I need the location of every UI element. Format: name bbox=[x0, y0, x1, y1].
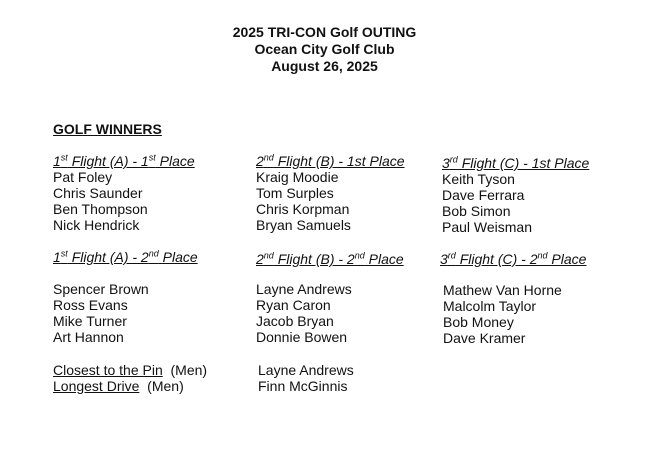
flight-block-b-2nd bbox=[256, 251, 404, 345]
flight-mid: Flight (C) - 2 bbox=[455, 251, 538, 267]
award-closest-to-pin bbox=[53, 362, 207, 378]
award-label: Closest to the Pin bbox=[53, 362, 163, 378]
winner-name: Mike Turner bbox=[53, 313, 127, 329]
flight-heading bbox=[53, 249, 198, 265]
flight-num: 1 bbox=[53, 153, 61, 169]
event-date: August 26, 2025 bbox=[271, 58, 378, 74]
winner-list bbox=[53, 169, 195, 233]
flight-heading bbox=[442, 155, 589, 171]
flight-tail: Place bbox=[155, 153, 195, 169]
winner-name: Pat Foley bbox=[53, 169, 113, 185]
event-title: 2025 TRI-CON Golf OUTING bbox=[232, 24, 417, 40]
winner-name: Spencer Brown bbox=[53, 281, 149, 297]
winner-name: Nick Hendrick bbox=[53, 217, 140, 233]
award-longest-drive bbox=[53, 378, 184, 394]
flight-tail: Place bbox=[547, 251, 587, 267]
place-sup: st bbox=[148, 152, 156, 163]
flight-heading bbox=[440, 251, 586, 267]
winner-name: Chris Korpman bbox=[256, 201, 350, 217]
flight-num-sup: st bbox=[60, 152, 68, 163]
flight-num-sup: nd bbox=[263, 152, 274, 163]
flight-num-sup: rd bbox=[447, 250, 456, 261]
flight-num: 2 bbox=[256, 251, 264, 267]
place-sup: nd bbox=[537, 250, 548, 261]
flight-tail: Place bbox=[364, 251, 404, 267]
flight-num: 1 bbox=[53, 249, 61, 265]
flight-block-b-1st bbox=[256, 153, 405, 233]
flight-mid: Flight (B) - 1st Place bbox=[273, 153, 405, 169]
flight-num: 2 bbox=[256, 153, 264, 169]
winner-name: Donnie Bowen bbox=[256, 329, 348, 345]
flight-mid: Flight (A) - 1 bbox=[67, 153, 149, 169]
award-label: Longest Drive bbox=[53, 378, 140, 394]
winner-list bbox=[442, 171, 589, 235]
flight-block-a-2nd bbox=[53, 249, 198, 345]
winner-name: Tom Surples bbox=[256, 185, 334, 201]
flight-heading bbox=[53, 153, 195, 169]
winner-name: Mathew Van Horne bbox=[443, 282, 562, 298]
flight-num-sup: nd bbox=[263, 250, 274, 261]
winner-name: Kraig Moodie bbox=[256, 169, 339, 185]
award-suffix: (Men) bbox=[139, 378, 184, 394]
winner-name: Dave Kramer bbox=[443, 330, 526, 346]
winner-name: Jacob Bryan bbox=[256, 313, 334, 329]
winner-list bbox=[53, 281, 198, 345]
winner-name: Bryan Samuels bbox=[256, 217, 351, 233]
flight-block-a-1st bbox=[53, 153, 195, 233]
award-winner: Finn McGinnis bbox=[258, 378, 348, 394]
winner-name: Bob Money bbox=[443, 314, 514, 330]
winner-name: Malcolm Taylor bbox=[443, 298, 537, 314]
winner-name: Art Hannon bbox=[53, 329, 124, 345]
flight-block-c-2nd bbox=[440, 251, 586, 346]
flight-mid: Flight (C) - 1st Place bbox=[457, 155, 590, 171]
winner-list bbox=[256, 169, 405, 233]
winner-name: Ben Thompson bbox=[53, 201, 148, 217]
winner-list bbox=[256, 281, 404, 345]
flight-num: 3 bbox=[440, 251, 448, 267]
award-winner: Layne Andrews bbox=[258, 362, 354, 378]
winner-name: Dave Ferrara bbox=[442, 187, 525, 203]
winner-name: Layne Andrews bbox=[256, 281, 352, 297]
flight-num-sup: rd bbox=[449, 154, 458, 165]
winner-name: Paul Weisman bbox=[442, 219, 533, 235]
event-venue: Ocean City Golf Club bbox=[254, 41, 395, 57]
winner-name: Keith Tyson bbox=[442, 171, 515, 187]
flight-heading bbox=[256, 251, 404, 267]
flight-mid: Flight (B) - 2 bbox=[273, 251, 355, 267]
winner-name: Chris Saunder bbox=[53, 185, 143, 201]
flight-num-sup: st bbox=[60, 248, 68, 259]
place-sup: nd bbox=[354, 250, 365, 261]
winner-name: Bob Simon bbox=[442, 203, 511, 219]
flight-block-c-1st bbox=[442, 155, 589, 235]
flight-num: 3 bbox=[442, 155, 450, 171]
winner-name: Ross Evans bbox=[53, 297, 128, 313]
flight-mid: Flight (A) - 2 bbox=[67, 249, 149, 265]
place-sup: nd bbox=[148, 248, 159, 259]
award-suffix: (Men) bbox=[162, 362, 208, 378]
flight-heading bbox=[256, 153, 405, 169]
flight-tail: Place bbox=[158, 249, 198, 265]
winner-name: Ryan Caron bbox=[256, 297, 331, 313]
section-title: GOLF WINNERS bbox=[53, 121, 162, 137]
winner-list bbox=[440, 282, 586, 346]
